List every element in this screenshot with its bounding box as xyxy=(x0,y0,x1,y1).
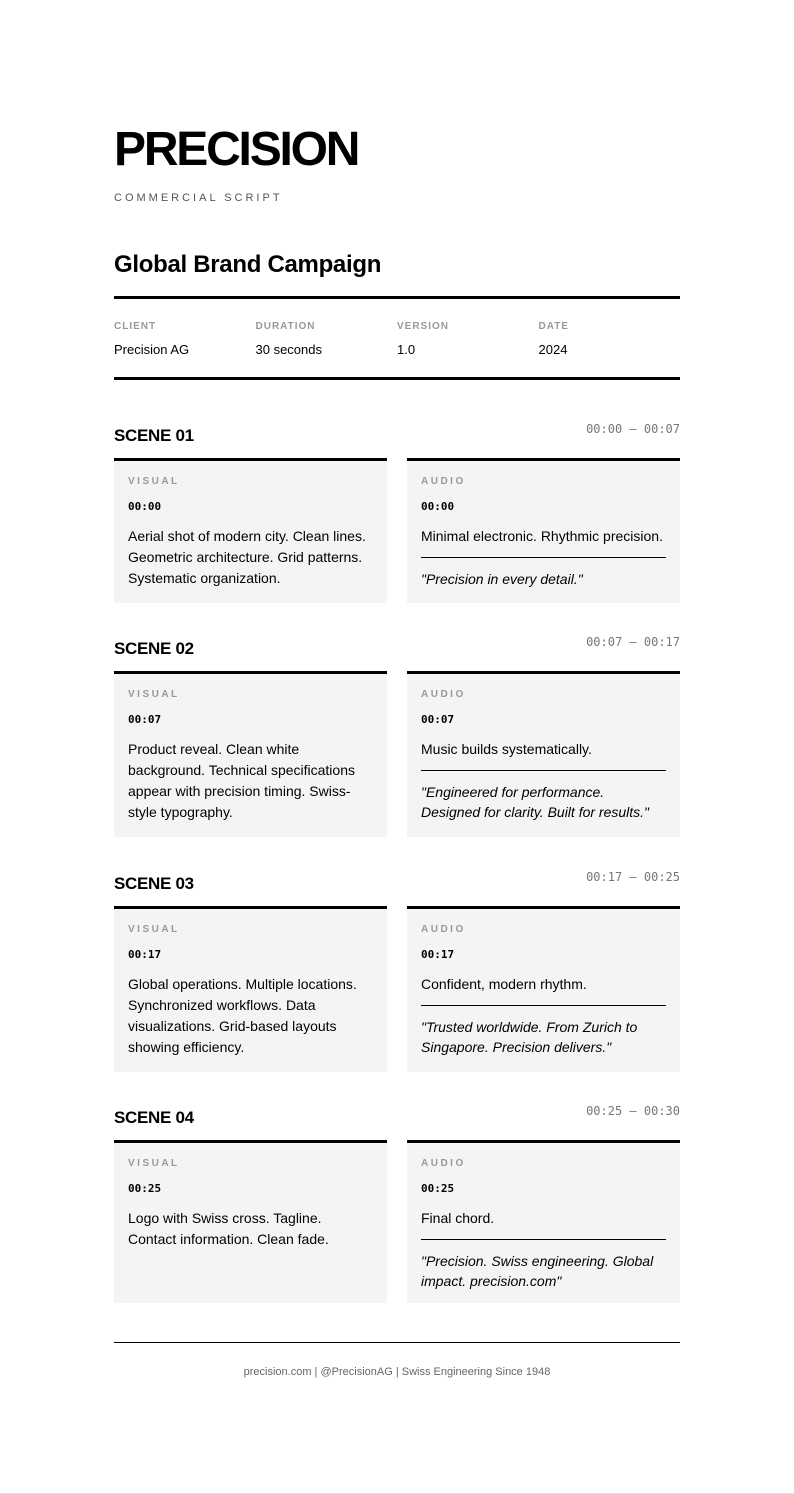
meta-client-value: Precision AG xyxy=(114,342,190,357)
audio-divider xyxy=(421,1239,666,1240)
audio-card xyxy=(407,1140,680,1303)
scene-header xyxy=(114,414,680,450)
scene-columns xyxy=(114,906,680,1072)
visual-label: VISUAL xyxy=(128,1158,180,1169)
document-subtitle: COMMERCIAL SCRIPT xyxy=(114,192,283,204)
meta-info-bar xyxy=(114,296,680,380)
audio-card xyxy=(407,458,680,603)
brand-title: PRECISION xyxy=(114,123,359,176)
visual-timecode: 00:07 xyxy=(128,713,162,726)
footer-divider xyxy=(114,1342,680,1343)
audio-description: Confident, modern rhythm. xyxy=(421,976,587,992)
meta-client-label: CLIENT xyxy=(114,321,157,332)
voiceover-line: "Precision. Swiss engineering. Global impact. precision.com" xyxy=(421,1253,654,1289)
visual-description: Global operations. Multiple locations. Synchronized workflows. Data visualizations. Grid-based layouts showing efficiency. xyxy=(128,976,357,1055)
scene-time-range: 00:00 – 00:07 xyxy=(586,422,680,436)
scene-title: SCENE 02 xyxy=(114,639,194,658)
audio-description: Music builds systematically. xyxy=(421,741,592,757)
scene-time-range: 00:17 – 00:25 xyxy=(586,870,680,884)
voiceover-line: "Trusted worldwide. From Zurich to Singapore. Precision delivers." xyxy=(421,1019,638,1055)
campaign-title: Global Brand Campaign xyxy=(114,251,382,278)
scene-header xyxy=(114,627,680,663)
audio-timecode: 00:00 xyxy=(421,500,455,513)
scene-04 xyxy=(114,1096,680,1289)
meta-client xyxy=(114,299,256,377)
meta-date xyxy=(539,299,681,377)
meta-date-label: DATE xyxy=(538,321,569,332)
meta-duration-value: 30 seconds xyxy=(255,342,322,357)
scene-time-range: 00:07 – 00:17 xyxy=(586,635,680,649)
scene-title: SCENE 03 xyxy=(114,874,194,893)
visual-description: Logo with Swiss cross. Tagline. Contact information. Clean fade. xyxy=(128,1210,329,1247)
visual-label: VISUAL xyxy=(128,476,180,487)
scene-columns xyxy=(114,671,680,837)
audio-description: Final chord. xyxy=(421,1210,495,1226)
audio-label: AUDIO xyxy=(421,476,466,487)
scene-title: SCENE 04 xyxy=(114,1108,194,1127)
meta-version xyxy=(397,299,539,377)
voiceover-line: "Engineered for performance. Designed for clarity. Built for results." xyxy=(421,784,650,820)
visual-timecode: 00:17 xyxy=(128,948,162,961)
audio-timecode: 00:07 xyxy=(421,713,455,726)
visual-card xyxy=(114,1140,387,1303)
scene-01 xyxy=(114,414,680,587)
visual-label: VISUAL xyxy=(128,924,180,935)
audio-label: AUDIO xyxy=(421,1158,466,1169)
visual-label: VISUAL xyxy=(128,689,180,700)
visual-description: Aerial shot of modern city. Clean lines. Geometric architecture. Grid patterns. Systematic organization. xyxy=(128,528,366,586)
meta-version-value: 1.0 xyxy=(397,342,416,357)
audio-label: AUDIO xyxy=(421,689,466,700)
scene-time-range: 00:25 – 00:30 xyxy=(586,1104,680,1118)
meta-duration xyxy=(256,299,398,377)
audio-description: Minimal electronic. Rhythmic precision. xyxy=(421,528,663,544)
footer-text: precision.com | @PrecisionAG | Swiss Engineering Since 1948 xyxy=(243,1366,551,1378)
meta-version-label: VERSION xyxy=(397,321,450,332)
visual-card xyxy=(114,906,387,1072)
audio-divider xyxy=(421,557,666,558)
scene-header xyxy=(114,862,680,898)
scene-columns xyxy=(114,458,680,603)
scene-header xyxy=(114,1096,680,1132)
audio-timecode: 00:25 xyxy=(421,1182,455,1195)
scene-columns xyxy=(114,1140,680,1303)
visual-card xyxy=(114,671,387,837)
audio-divider xyxy=(421,1005,666,1006)
visual-description: Product reveal. Clean white background. Technical specifications appear with precision timing. Swiss-style typography. xyxy=(128,741,355,820)
audio-card xyxy=(407,906,680,1072)
voiceover-line: "Precision in every detail." xyxy=(421,571,583,587)
audio-label: AUDIO xyxy=(421,924,466,935)
visual-card xyxy=(114,458,387,603)
visual-timecode: 00:00 xyxy=(128,500,162,513)
meta-date-value: 2024 xyxy=(538,342,568,357)
audio-timecode: 00:17 xyxy=(421,948,455,961)
audio-divider xyxy=(421,770,666,771)
scene-title: SCENE 01 xyxy=(114,426,194,445)
audio-card xyxy=(407,671,680,837)
visual-timecode: 00:25 xyxy=(128,1182,162,1195)
meta-duration-label: DURATION xyxy=(255,321,316,332)
scene-03 xyxy=(114,862,680,1055)
scene-02 xyxy=(114,627,680,820)
